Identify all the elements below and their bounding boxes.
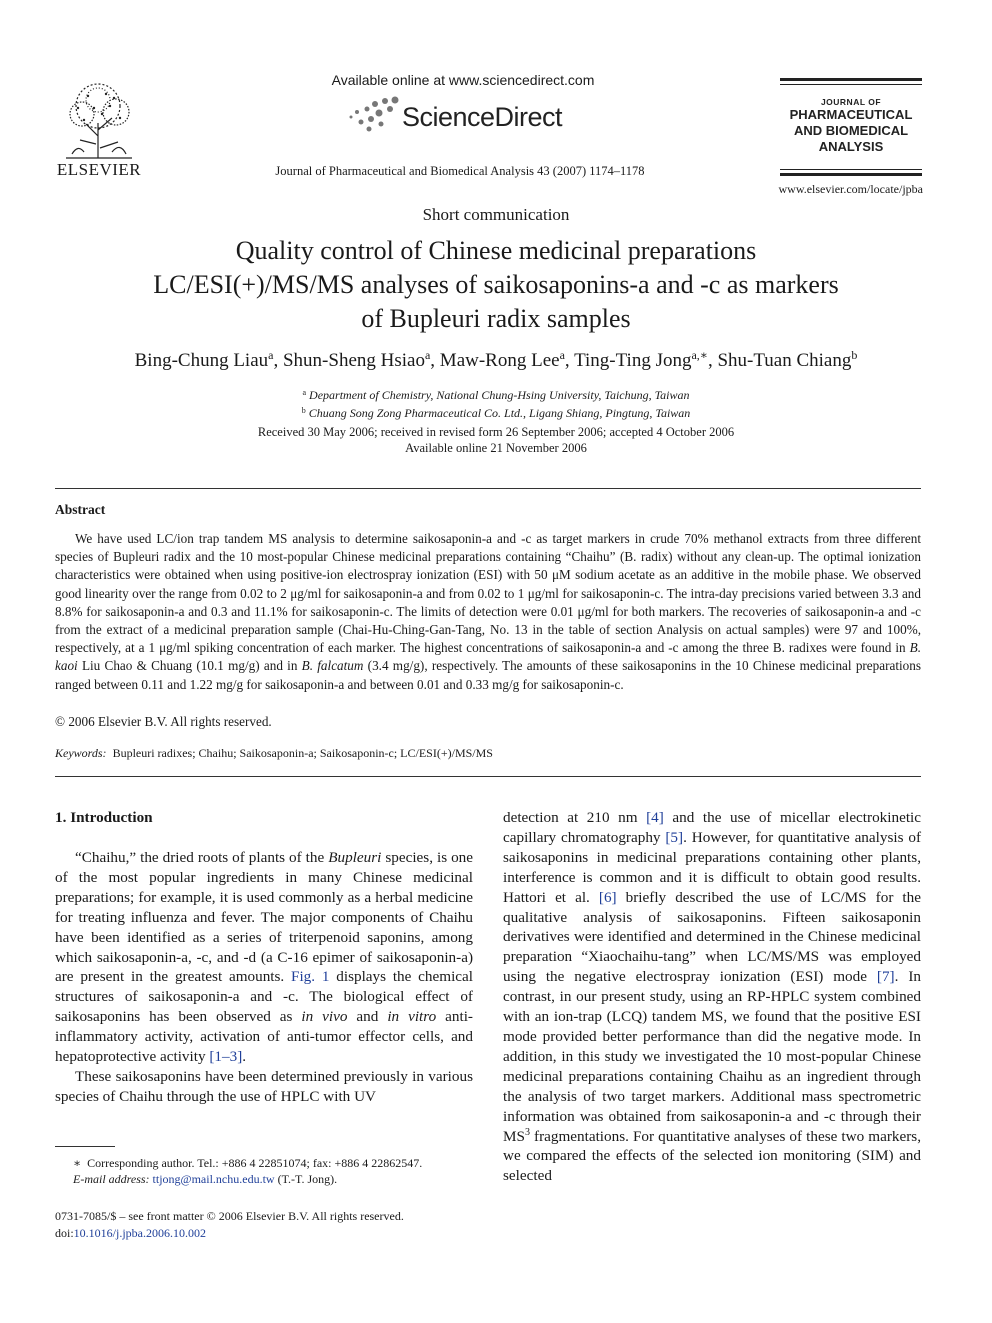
text: fragmentations. For quantitative analyses of these two markers, we compared the effects of the selected ion monitoring (SIM) and selected bbox=[503, 1127, 921, 1185]
sciencedirect-dots-icon bbox=[345, 95, 405, 135]
text: Bupleuri bbox=[328, 849, 382, 866]
author-affil-mark: a bbox=[559, 348, 565, 362]
affiliation-mark: b bbox=[301, 406, 306, 415]
keywords bbox=[55, 746, 493, 761]
text: displays the chemical structures of saikosaponin-a and -c. The biological effect of saikosaponins has been observed as bbox=[55, 968, 473, 1026]
affiliation-text: Department of Chemistry, National Chung-Hsing University, Taichung, Taiwan bbox=[309, 388, 690, 402]
journal-logo bbox=[780, 78, 922, 176]
footer-info bbox=[55, 1208, 404, 1242]
text: species, is one of the most popular ingredients in many Chinese medicinal preparations; for example, it is used commonly as a herbal medicine for treating influenza and fever. The major components of Chaihu have been identified as a series of triterpenoid saponins, among which saikosaponin-a, -c, and -d (a C-16 epimer of saikosaponin-a) are present in the greatest amounts. bbox=[55, 849, 474, 986]
abstract-text-part: Liu Chao & Chuang (10.1 mg/g) and in bbox=[77, 658, 302, 674]
elsevier-logo bbox=[53, 78, 145, 178]
author-list: Bing-Chung Liau$^a$, Shun-Sheng Hsiao$^a$, Maw-Rong Lee$^a$, Ting-Ting Jong$^{a,∗}$, Shu-Tuan Chiang$^b$ bbox=[134, 348, 858, 371]
author-name: Ting-Ting Jong bbox=[574, 350, 692, 371]
doi-label: doi: bbox=[55, 1226, 74, 1240]
keywords-list: Bupleuri radixes; Chaihu; Saikosaponin-a; Saikosaponin-c; LC/ESI(+)/MS/MS bbox=[112, 746, 493, 760]
article-dates bbox=[0, 424, 992, 456]
abstract-text-part: We have used LC/ion trap tandem MS analysis to determine saikosaponin-a and -c as target markers in crude 70% methanol extracts from three different species of Bupleuri radix and the 10 most-popular Chinese medicinal preparations containing “Chaihu” (B. radix) without any clean-up. The optimal ionization characteristics were obtained when using positive-ion electrospray ionization (ESI) with 50 μM sodium acetate as an additive in the mobile phase. We observed good linearity over the range from 0.02 to 2 μg/ml for saikosaponin-a and from 0.02 to 1 μg/ml for saikosaponin-c. The intra-day precisions varied between 3.3 and 8.8% for saikosaponin-a and 0.3 and 11.1% for saikosaponin-c. The limits of detection were 0.01 μg/ml for both markers. The recoveries of saikosaponin-a and -c from the extract of a medicinal preparation sample (Chai-Hu-Ching-Gan-Tang, No. 13 in the table of section Analysis on actual samples) were 97 and 100%, respectively, at a 1 μg/ml spiking concentration of each marker. The highest concentrations of saikosaponin-a and -c among the three B. radixes were found in bbox=[55, 531, 921, 656]
footnote-mark: ∗ bbox=[73, 1156, 82, 1170]
superscript: 3 bbox=[524, 1126, 530, 1138]
affiliation-text: Chuang Song Zong Pharmaceutical Co. Ltd., Ligang Shiang, Pingtung, Taiwan bbox=[308, 406, 691, 420]
affiliation bbox=[0, 385, 992, 403]
reference-link[interactable]: [7] bbox=[876, 968, 895, 986]
text: in vivo bbox=[301, 1008, 348, 1026]
divider bbox=[55, 488, 921, 489]
text: . bbox=[242, 1048, 247, 1066]
author-name: Bing-Chung Liau bbox=[134, 350, 269, 371]
affiliations bbox=[0, 385, 992, 421]
journal-citation: Journal of Pharmaceutical and Biomedical Analysis 43 (2007) 1174–1178 bbox=[275, 164, 645, 178]
text: “Chaihu,” the dried roots of plants of the bbox=[75, 849, 329, 866]
journal-logo-line1: JOURNAL OF bbox=[820, 97, 882, 107]
text: . In contrast, in our present study, using an RP-HPLC system combined with an ion-trap (LCQ) tandem MS, we found that the positive ESI mode provided better performance than did the negative mode. In addition, in this study we investigated the 10 most-popular Chinese medicinal preparations containing Chaihu as an ingredient through the analysis of two target markers. Additional mass spectrometric information was obtained from saikosaponin-a and -c through their MS bbox=[503, 968, 921, 1145]
author-name: Shun-Sheng Hsiao bbox=[282, 350, 425, 371]
text: . However, for quantitative analysis of saikosaponins in medicinal preparations containing other plants, interference is common and it is difficult to obtain good results. Hattori et al. bbox=[503, 828, 922, 906]
reference-link[interactable]: [4] bbox=[646, 809, 664, 826]
author-affil-mark: b bbox=[851, 348, 858, 362]
article-title bbox=[90, 234, 902, 336]
affiliation bbox=[0, 403, 992, 421]
author-name: Maw-Rong Lee bbox=[439, 350, 560, 371]
paragraph bbox=[503, 808, 921, 1186]
author-affil-mark: a,∗ bbox=[691, 348, 708, 362]
doi-link[interactable]: 10.1016/j.jpba.2006.10.002 bbox=[73, 1226, 206, 1240]
email-link[interactable]: ttjong@mail.nchu.edu.tw bbox=[152, 1172, 275, 1186]
abstract-text-part: (3.4 mg/g), respectively. The amounts of these saikosaponins in the 10 Chinese medicinal preparations ranged between 0.11 and 1.22 mg/g for saikosaponin-a and between 0.01 and 0.33 mg/g for saikosaponin-c. bbox=[55, 658, 921, 692]
column-right bbox=[503, 808, 921, 1186]
email-note bbox=[55, 1171, 475, 1187]
reference-link[interactable]: [1–3] bbox=[209, 1048, 243, 1066]
sciencedirect-wordmark: ScienceDirect bbox=[402, 102, 563, 132]
journal-logo-line4: ANALYSIS bbox=[818, 139, 884, 154]
reference-link[interactable]: [5] bbox=[665, 828, 684, 846]
paragraph bbox=[55, 848, 473, 1067]
text: briefly described the use of LC/MS for the qualitative analysis of saikosaponins. Fifteen saikosaponin derivatives were identified and determined in the Chinese medicinal preparation “Xiaochaihu-tang” when LC/MS/MS was employed using the negative electrospray ionization (ESI) mode bbox=[503, 888, 921, 986]
text: anti-inflammatory activity, activation of anti-tumor effector cells, and hepatoprotective activity bbox=[55, 1008, 473, 1066]
journal-url[interactable]: www.elsevier.com/locate/jpba bbox=[778, 182, 923, 196]
footnote-text: Corresponding author. Tel.: +886 4 22851074; fax: +886 4 22862547. bbox=[87, 1156, 423, 1170]
email-label: E-mail address: bbox=[73, 1172, 150, 1186]
text: and bbox=[347, 1008, 388, 1026]
footnote-divider bbox=[55, 1146, 115, 1147]
issn-line: 0731-7085/$ – see front matter © 2006 Elsevier B.V. All rights reserved. bbox=[55, 1209, 404, 1223]
section-heading: 1. Introduction bbox=[55, 809, 153, 826]
divider bbox=[55, 776, 921, 777]
text: detection at 210 nm bbox=[503, 809, 647, 826]
abstract-species: B. kaoi bbox=[55, 640, 921, 674]
corresponding-author-note bbox=[55, 1155, 475, 1171]
keywords-label: Keywords: bbox=[55, 746, 107, 760]
doi-line bbox=[55, 1225, 404, 1242]
received-dates: Received 30 May 2006; received in revised form 26 September 2006; accepted 4 October 2006 bbox=[257, 425, 735, 439]
abstract-text bbox=[55, 530, 921, 694]
abstract-heading: Abstract bbox=[55, 502, 106, 517]
affiliation-mark: a bbox=[302, 388, 307, 397]
journal-logo-line2: PHARMACEUTICAL bbox=[789, 107, 913, 122]
figure-link[interactable]: Fig. 1 bbox=[291, 968, 330, 986]
title-line: LC/ESI(+)/MS/MS analyses of saikosaponins-a and -c as markers bbox=[153, 270, 839, 299]
copyright: © 2006 Elsevier B.V. All rights reserved. bbox=[55, 714, 272, 729]
available-online-date: Available online 21 November 2006 bbox=[405, 441, 587, 455]
author-name: Shu-Tuan Chiang bbox=[717, 350, 852, 371]
email-suffix: (T.-T. Jong). bbox=[274, 1172, 338, 1186]
reference-link[interactable]: [6] bbox=[598, 888, 617, 906]
title-line: of Bupleuri radix samples bbox=[361, 304, 631, 333]
footnotes bbox=[55, 1155, 475, 1187]
text: in vitro bbox=[387, 1008, 437, 1026]
article-type: Short communication bbox=[422, 205, 570, 224]
publisher-name: ELSEVIER bbox=[56, 160, 142, 179]
title-line: Quality control of Chinese medicinal preparations bbox=[235, 236, 757, 265]
text: and the use of micellar electrokinetic capillary chromatography bbox=[503, 809, 921, 846]
elsevier-tree-icon bbox=[58, 78, 140, 160]
available-online-text: Available online at www.sciencedirect.com bbox=[331, 72, 595, 88]
paragraph: These saikosaponins have been determined previously in various species of Chaihu through the use of HPLC with UV bbox=[55, 1067, 473, 1105]
column-left bbox=[55, 848, 473, 1107]
author-affil-mark: a bbox=[424, 348, 431, 362]
journal-logo-line3: AND BIOMEDICAL bbox=[793, 123, 909, 138]
abstract-species: B. falcatum bbox=[301, 658, 364, 674]
author-affil-mark: a bbox=[268, 348, 274, 362]
